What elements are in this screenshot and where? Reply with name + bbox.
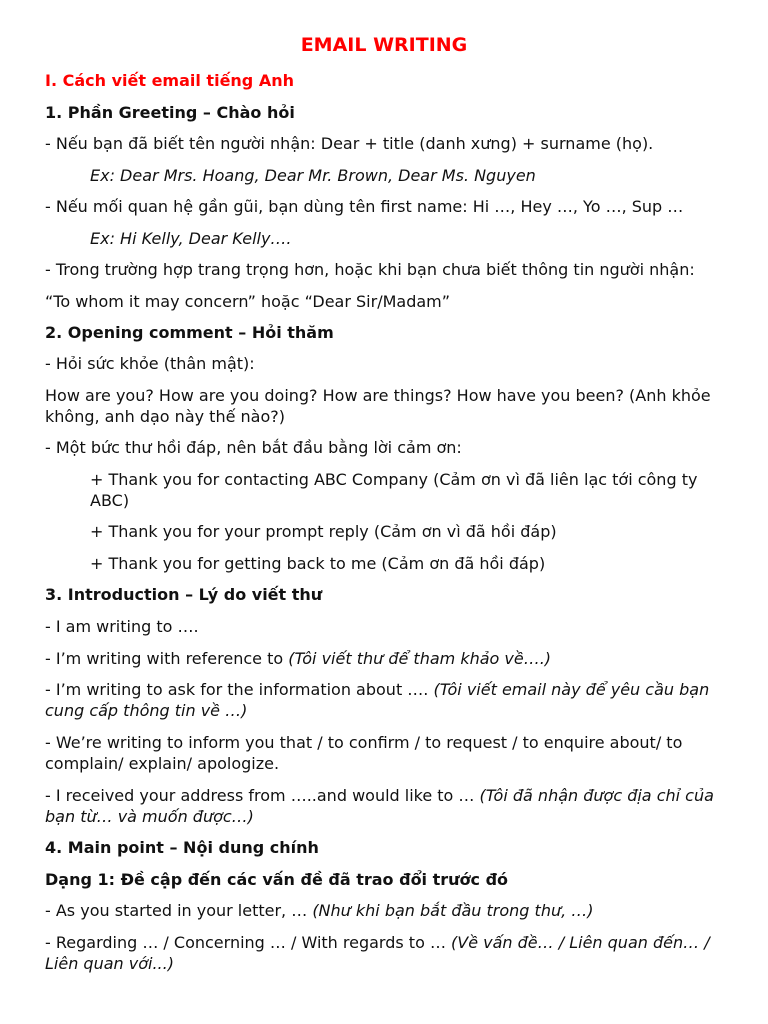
subheading-introduction: 3. Introduction – Lý do viết thư	[45, 585, 323, 604]
paragraph-text: - As you started in your letter, …	[45, 901, 313, 920]
paragraph	[45, 679, 725, 721]
paragraph: - Nếu bạn đã biết tên người nhận: Dear + title (danh xưng) + surname (họ).	[45, 134, 654, 153]
translation-text: (Tôi viết email này để yêu cầu bạn cung cấp thông tin về …)	[45, 680, 710, 720]
paragraph	[45, 900, 725, 921]
section-heading: I. Cách viết email tiếng Anh	[45, 71, 294, 90]
list-item: + Thank you for your prompt reply (Cảm ơn vì đã hồi đáp)	[90, 522, 557, 541]
paragraph-text: - Regarding … / Concerning … / With regards to …	[45, 933, 452, 952]
paragraph: - Một bức thư hồi đáp, nên bắt đầu bằng lời cảm ơn:	[45, 438, 462, 457]
paragraph: How are you? How are you doing? How are things? How have you been? (Anh khỏe không, anh dạo này thế nào?)	[45, 386, 711, 426]
translation-text: (Về vấn đề… / Liên quan đến… / Liên quan với...)	[45, 933, 710, 973]
paragraph	[45, 785, 725, 827]
paragraph: “To whom it may concern” hoặc “Dear Sir/Madam”	[45, 292, 451, 311]
subheading-greeting: 1. Phần Greeting – Chào hỏi	[45, 103, 295, 122]
translation-text: (Như khi bạn bắt đầu trong thư, …)	[312, 901, 594, 920]
paragraph-text: - I’m writing to ask for the information about ….	[45, 680, 434, 699]
list-item: + Thank you for getting back to me (Cảm ơn đã hồi đáp)	[90, 554, 546, 573]
paragraph: - I am writing to ….	[45, 617, 199, 636]
paragraph	[45, 648, 725, 669]
example-line: Ex: Dear Mrs. Hoang, Dear Mr. Brown, Dear Ms. Nguyen	[90, 166, 536, 185]
paragraph: - Trong trường hợp trang trọng hơn, hoặc khi bạn chưa biết thông tin người nhận:	[45, 260, 695, 279]
paragraph: - Nếu mối quan hệ gần gũi, bạn dùng tên first name: Hi …, Hey …, Yo …, Sup …	[45, 197, 684, 216]
translation-text: (Tôi viết thư để tham khảo về….)	[288, 649, 552, 668]
paragraph-text: - I’m writing with reference to	[45, 649, 289, 668]
subheading-main-point: 4. Main point – Nội dung chính	[45, 838, 319, 857]
paragraph: - Hỏi sức khỏe (thân mật):	[45, 354, 255, 373]
example-line: Ex: Hi Kelly, Dear Kelly….	[90, 229, 292, 248]
subheading-type-1: Dạng 1: Đề cập đến các vấn đề đã trao đổi trước đó	[45, 870, 509, 889]
list-item: + Thank you for contacting ABC Company (Cảm ơn vì đã liên lạc tới công ty ABC)	[90, 470, 698, 510]
subheading-opening: 2. Opening comment – Hỏi thăm	[45, 323, 334, 342]
paragraph: - We’re writing to inform you that / to confirm / to request / to enquire about/ to complain/ explain/ apologize.	[45, 733, 683, 773]
translation-text: (Tôi đã nhận được địa chỉ của bạn từ… và muốn được…)	[45, 786, 714, 826]
paragraph	[45, 932, 725, 974]
page-title: EMAIL WRITING	[300, 34, 468, 56]
paragraph-text: - I received your address from …..and would like to …	[45, 786, 480, 805]
